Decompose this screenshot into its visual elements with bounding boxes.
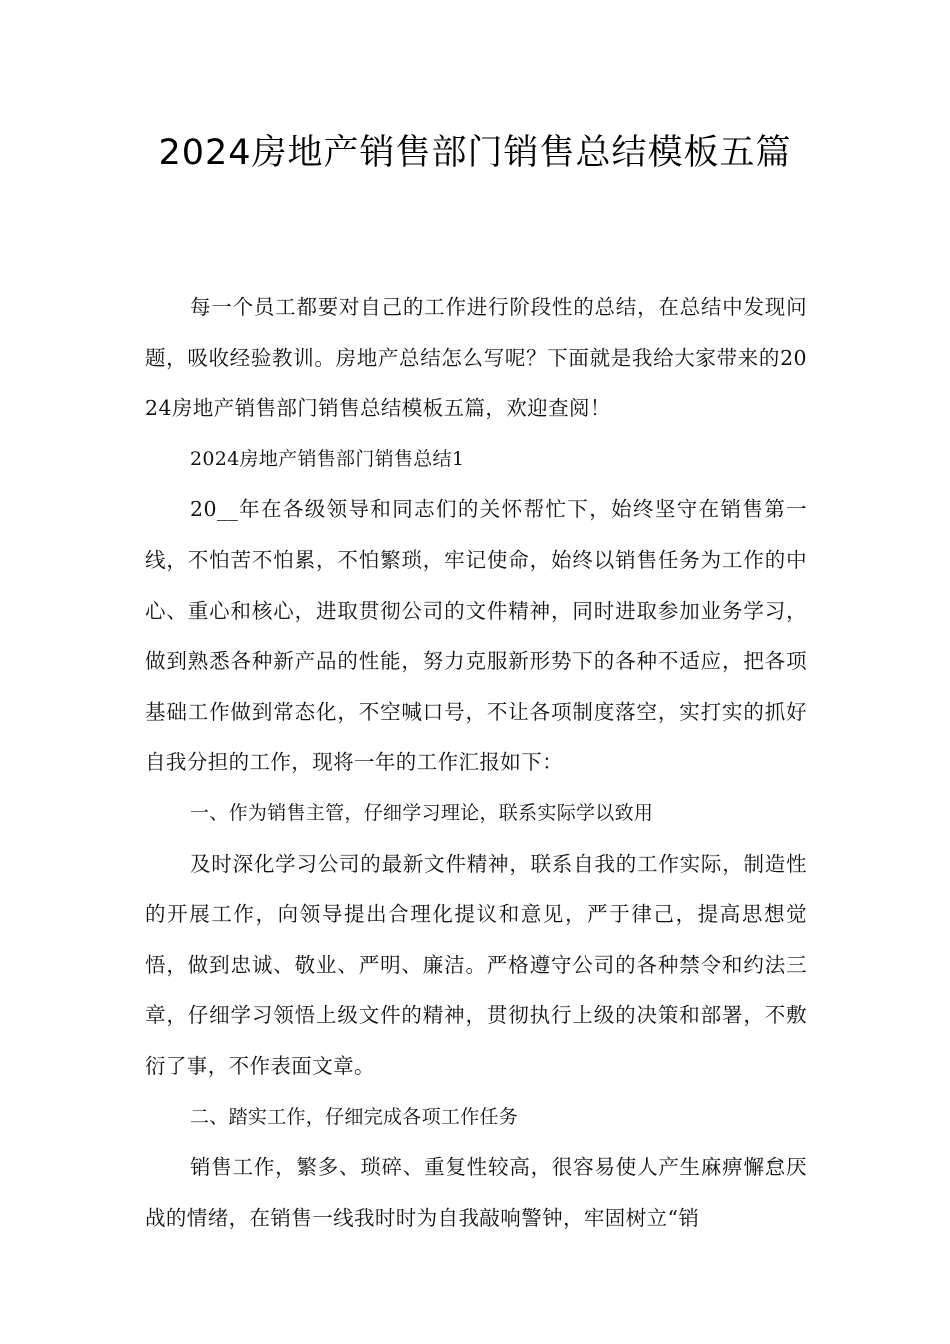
study-paragraph: 及时深化学习公司的最新文件精神，联系自我的工作实际，制造性的开展工作，向领导提出合理化提议和意见，严于律己，提高思想觉悟，做到忠诚、敬业、严明、廉洁。严格遵守公司的各种禁令和约法三章，仔细学习领悟上级文件的精神，贯彻执行上级的决策和部署，不敷衍了事，不作表面文章。 xyxy=(145,851,807,1078)
section-title-1: 2024房地产销售部门销售总结1 xyxy=(190,447,465,470)
intro-paragraph: 每一个员工都要对自己的工作进行阶段性的总结，在总结中发现问题，吸收经验教训。房地产总结怎么写呢？下面就是我给大家带来的2024房地产销售部门销售总结模板五篇，欢迎查阅！ xyxy=(145,295,807,421)
subheading-two: 二、踏实工作，仔细完成各项工作任务 xyxy=(190,1105,519,1128)
document-body xyxy=(145,282,807,1243)
document-title: 2024房地产销售部门销售总结模板五篇 xyxy=(158,133,792,173)
subheading-one: 一、作为销售主管，仔细学习理论，联系实际学以致用 xyxy=(190,801,654,824)
work-paragraph: 销售工作，繁多、琐碎、重复性较高，很容易使人产生麻痹懈怠厌战的情绪，在销售一线我时时为自我敲响警钟，牢固树立“销 xyxy=(145,1155,807,1230)
summary-paragraph: 20__年在各级领导和同志们的关怀帮忙下，始终坚守在销售第一线，不怕苦不怕累，不怕繁琐，牢记使命，始终以销售任务为工作的中心、重心和核心，进取贯彻公司的文件精神，同时进取参加业务学习，做到熟悉各种新产品的性能，努力克服新形势下的各种不适应，把各项基础工作做到常态化，不空喊口号，不让各项制度落空，实打实的抓好自我分担的工作，现将一年的工作汇报如下： xyxy=(145,497,807,775)
